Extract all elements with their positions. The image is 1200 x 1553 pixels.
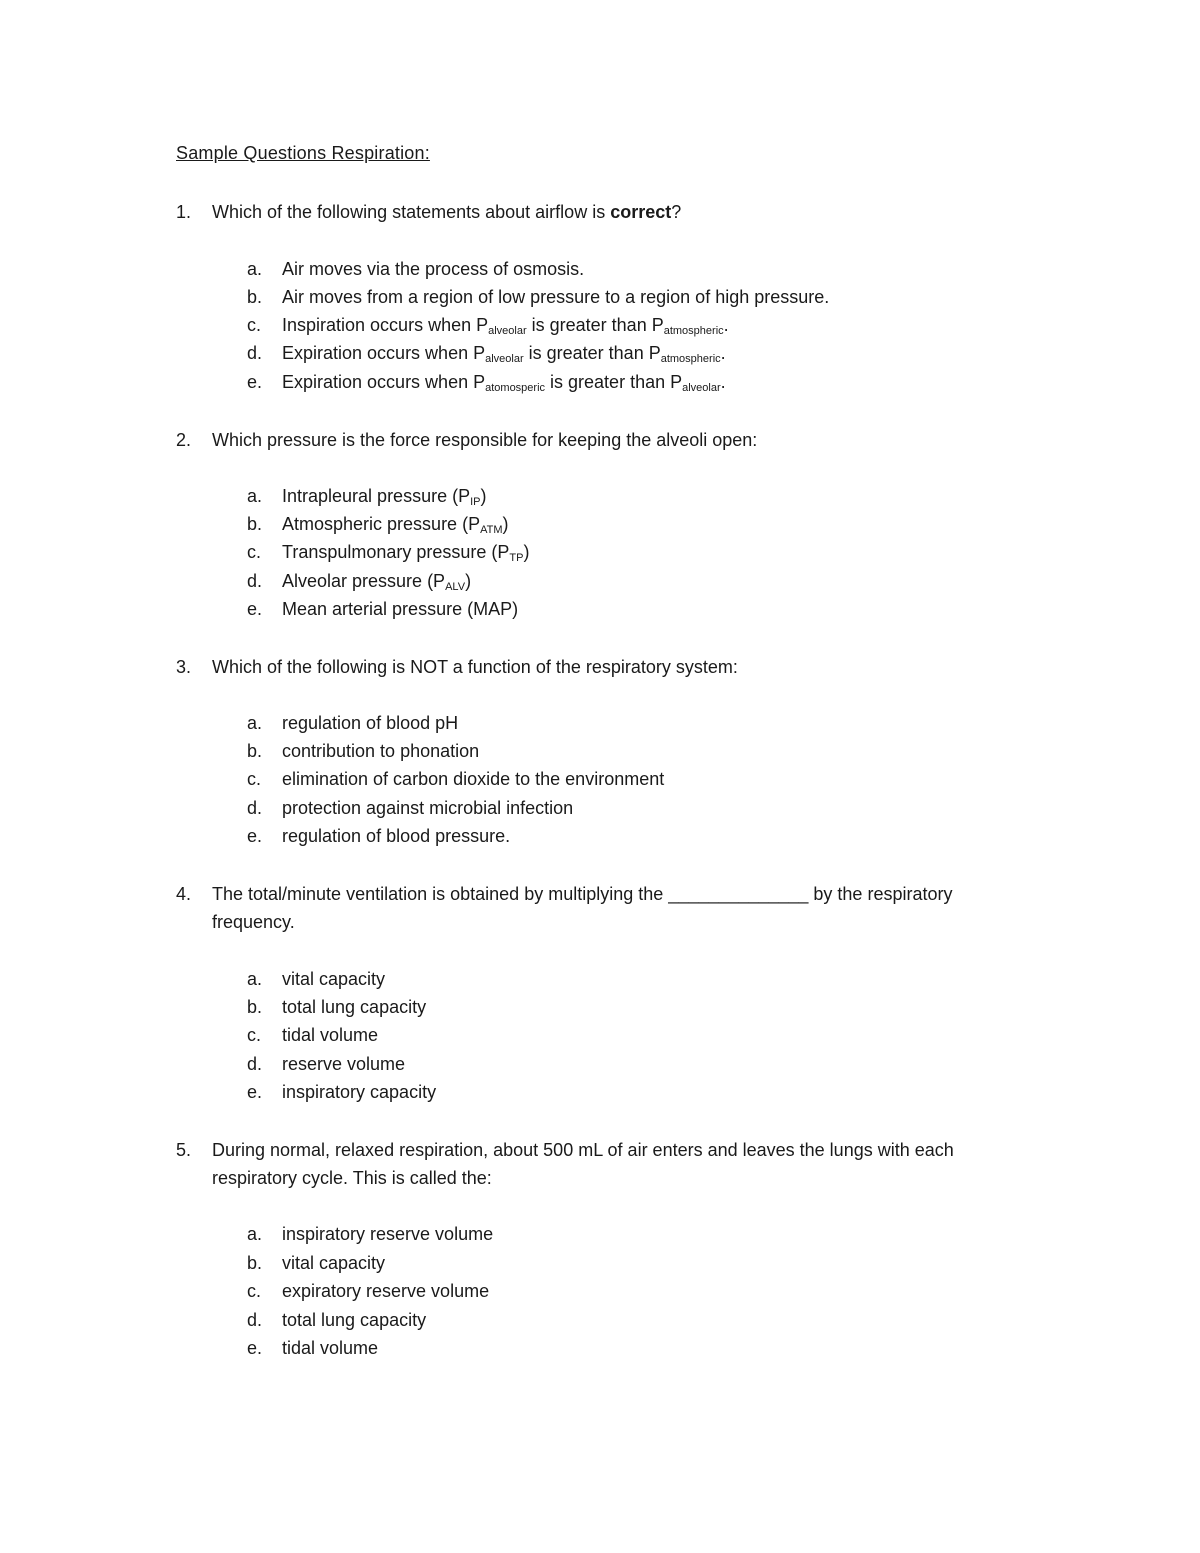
option-text-part: Expiration occurs when P [282, 372, 486, 392]
option-letter: b. [247, 997, 263, 1017]
question-number: 2. [176, 430, 192, 450]
option-text [282, 569, 471, 593]
option-text [282, 313, 729, 337]
option-text: contribution to phonation [282, 741, 480, 761]
option-text: total lung capacity [282, 997, 427, 1017]
option-text: vital capacity [282, 969, 386, 989]
subscript: atmospheric [660, 353, 721, 365]
option-text: inspiratory reserve volume [282, 1224, 494, 1244]
option-text-part: is greater than P [526, 315, 664, 335]
option-text-part: Expiration occurs when P [282, 343, 486, 363]
subscript: alveolar [488, 325, 527, 337]
option-text: reserve volume [282, 1054, 406, 1074]
option-letter: d. [247, 571, 263, 591]
page-title: Sample Questions Respiration: [176, 143, 430, 163]
subscript: alveolar [485, 353, 524, 365]
subscript: alveolar [682, 382, 721, 394]
option-text: inspiratory capacity [282, 1082, 437, 1102]
option-text: expiratory reserve volume [282, 1281, 490, 1301]
option-text-part: is greater than P [545, 372, 683, 392]
question-text: frequency. [212, 912, 295, 932]
subscript: ALV [445, 581, 466, 593]
option-text: Mean arterial pressure (MAP) [282, 599, 519, 619]
option-letter: c. [247, 769, 262, 789]
option-letter: e. [247, 372, 263, 392]
option-text [282, 540, 529, 564]
question-text: Which of the following is NOT a function of the respiratory system: [212, 657, 738, 677]
subscript: atmospheric [663, 325, 724, 337]
option-text [282, 370, 726, 394]
option-letter: c. [247, 1025, 262, 1045]
option-text: tidal volume [282, 1338, 379, 1358]
option-text: total lung capacity [282, 1310, 427, 1330]
option-text-part: ) [465, 571, 472, 591]
option-letter: d. [247, 1310, 263, 1330]
option-text-part: Atmospheric pressure (P [282, 514, 481, 534]
subscript: ATM [480, 524, 503, 536]
question-text: Which pressure is the force responsible for keeping the alveoli open: [212, 430, 758, 450]
option-text-part: . [723, 315, 729, 335]
question-number: 4. [176, 884, 192, 904]
option-letter: a. [247, 969, 263, 989]
option-letter: a. [247, 1224, 263, 1244]
option-letter: b. [247, 514, 263, 534]
option-text: vital capacity [282, 1253, 386, 1273]
option-letter: a. [247, 486, 263, 506]
option-text: protection against microbial infection [282, 798, 574, 818]
option-letter: a. [247, 713, 263, 733]
option-text-part: is greater than P [523, 343, 661, 363]
option-text: elimination of carbon dioxide to the environment [282, 769, 665, 789]
option-text: regulation of blood pH [282, 713, 459, 733]
option-letter: e. [247, 599, 263, 619]
option-text: tidal volume [282, 1025, 379, 1045]
option-letter: b. [247, 287, 263, 307]
option-text [282, 512, 508, 536]
option-text: regulation of blood pressure. [282, 826, 511, 846]
option-text-part: Inspiration occurs when P [282, 315, 489, 335]
subscript: atomosperic [485, 382, 546, 394]
question-text: respiratory cycle. This is called the: [212, 1168, 492, 1188]
option-text-part: Transpulmonary pressure (P [282, 542, 510, 562]
option-text: Air moves via the process of osmosis. [282, 259, 585, 279]
option-text [282, 341, 726, 365]
option-text-part: ) [480, 486, 487, 506]
option-letter: e. [247, 1082, 263, 1102]
option-text-part: ) [523, 542, 530, 562]
question-text [212, 200, 681, 224]
question-text: The total/minute ventilation is obtained by multiplying the ______________ by the respiratory [212, 884, 953, 904]
option-text-part: . [720, 372, 726, 392]
option-text [282, 484, 487, 508]
question-emphasis: correct [610, 202, 672, 222]
question-text-part: Which of the following statements about airflow is [212, 202, 611, 222]
question-number: 1. [176, 202, 192, 222]
option-letter: e. [247, 1338, 263, 1358]
option-letter: e. [247, 826, 263, 846]
question-number: 3. [176, 657, 192, 677]
option-letter: d. [247, 798, 263, 818]
option-text-part: . [720, 343, 726, 363]
option-letter: c. [247, 542, 262, 562]
question-text: During normal, relaxed respiration, about 500 mL of air enters and leaves the lungs with each [212, 1140, 954, 1160]
option-text-part: Intrapleural pressure (P [282, 486, 471, 506]
option-letter: d. [247, 343, 263, 363]
question-text-part: ? [671, 202, 682, 222]
question-number: 5. [176, 1140, 192, 1160]
subscript: IP [470, 496, 481, 508]
option-text-part: Alveolar pressure (P [282, 571, 446, 591]
option-text-part: ) [502, 514, 509, 534]
option-letter: c. [247, 1281, 262, 1301]
option-letter: b. [247, 1253, 263, 1273]
option-text: Air moves from a region of low pressure to a region of high pressure. [282, 287, 830, 307]
option-letter: a. [247, 259, 263, 279]
subscript: TP [509, 552, 524, 564]
option-letter: d. [247, 1054, 263, 1074]
option-letter: c. [247, 315, 262, 335]
option-letter: b. [247, 741, 263, 761]
